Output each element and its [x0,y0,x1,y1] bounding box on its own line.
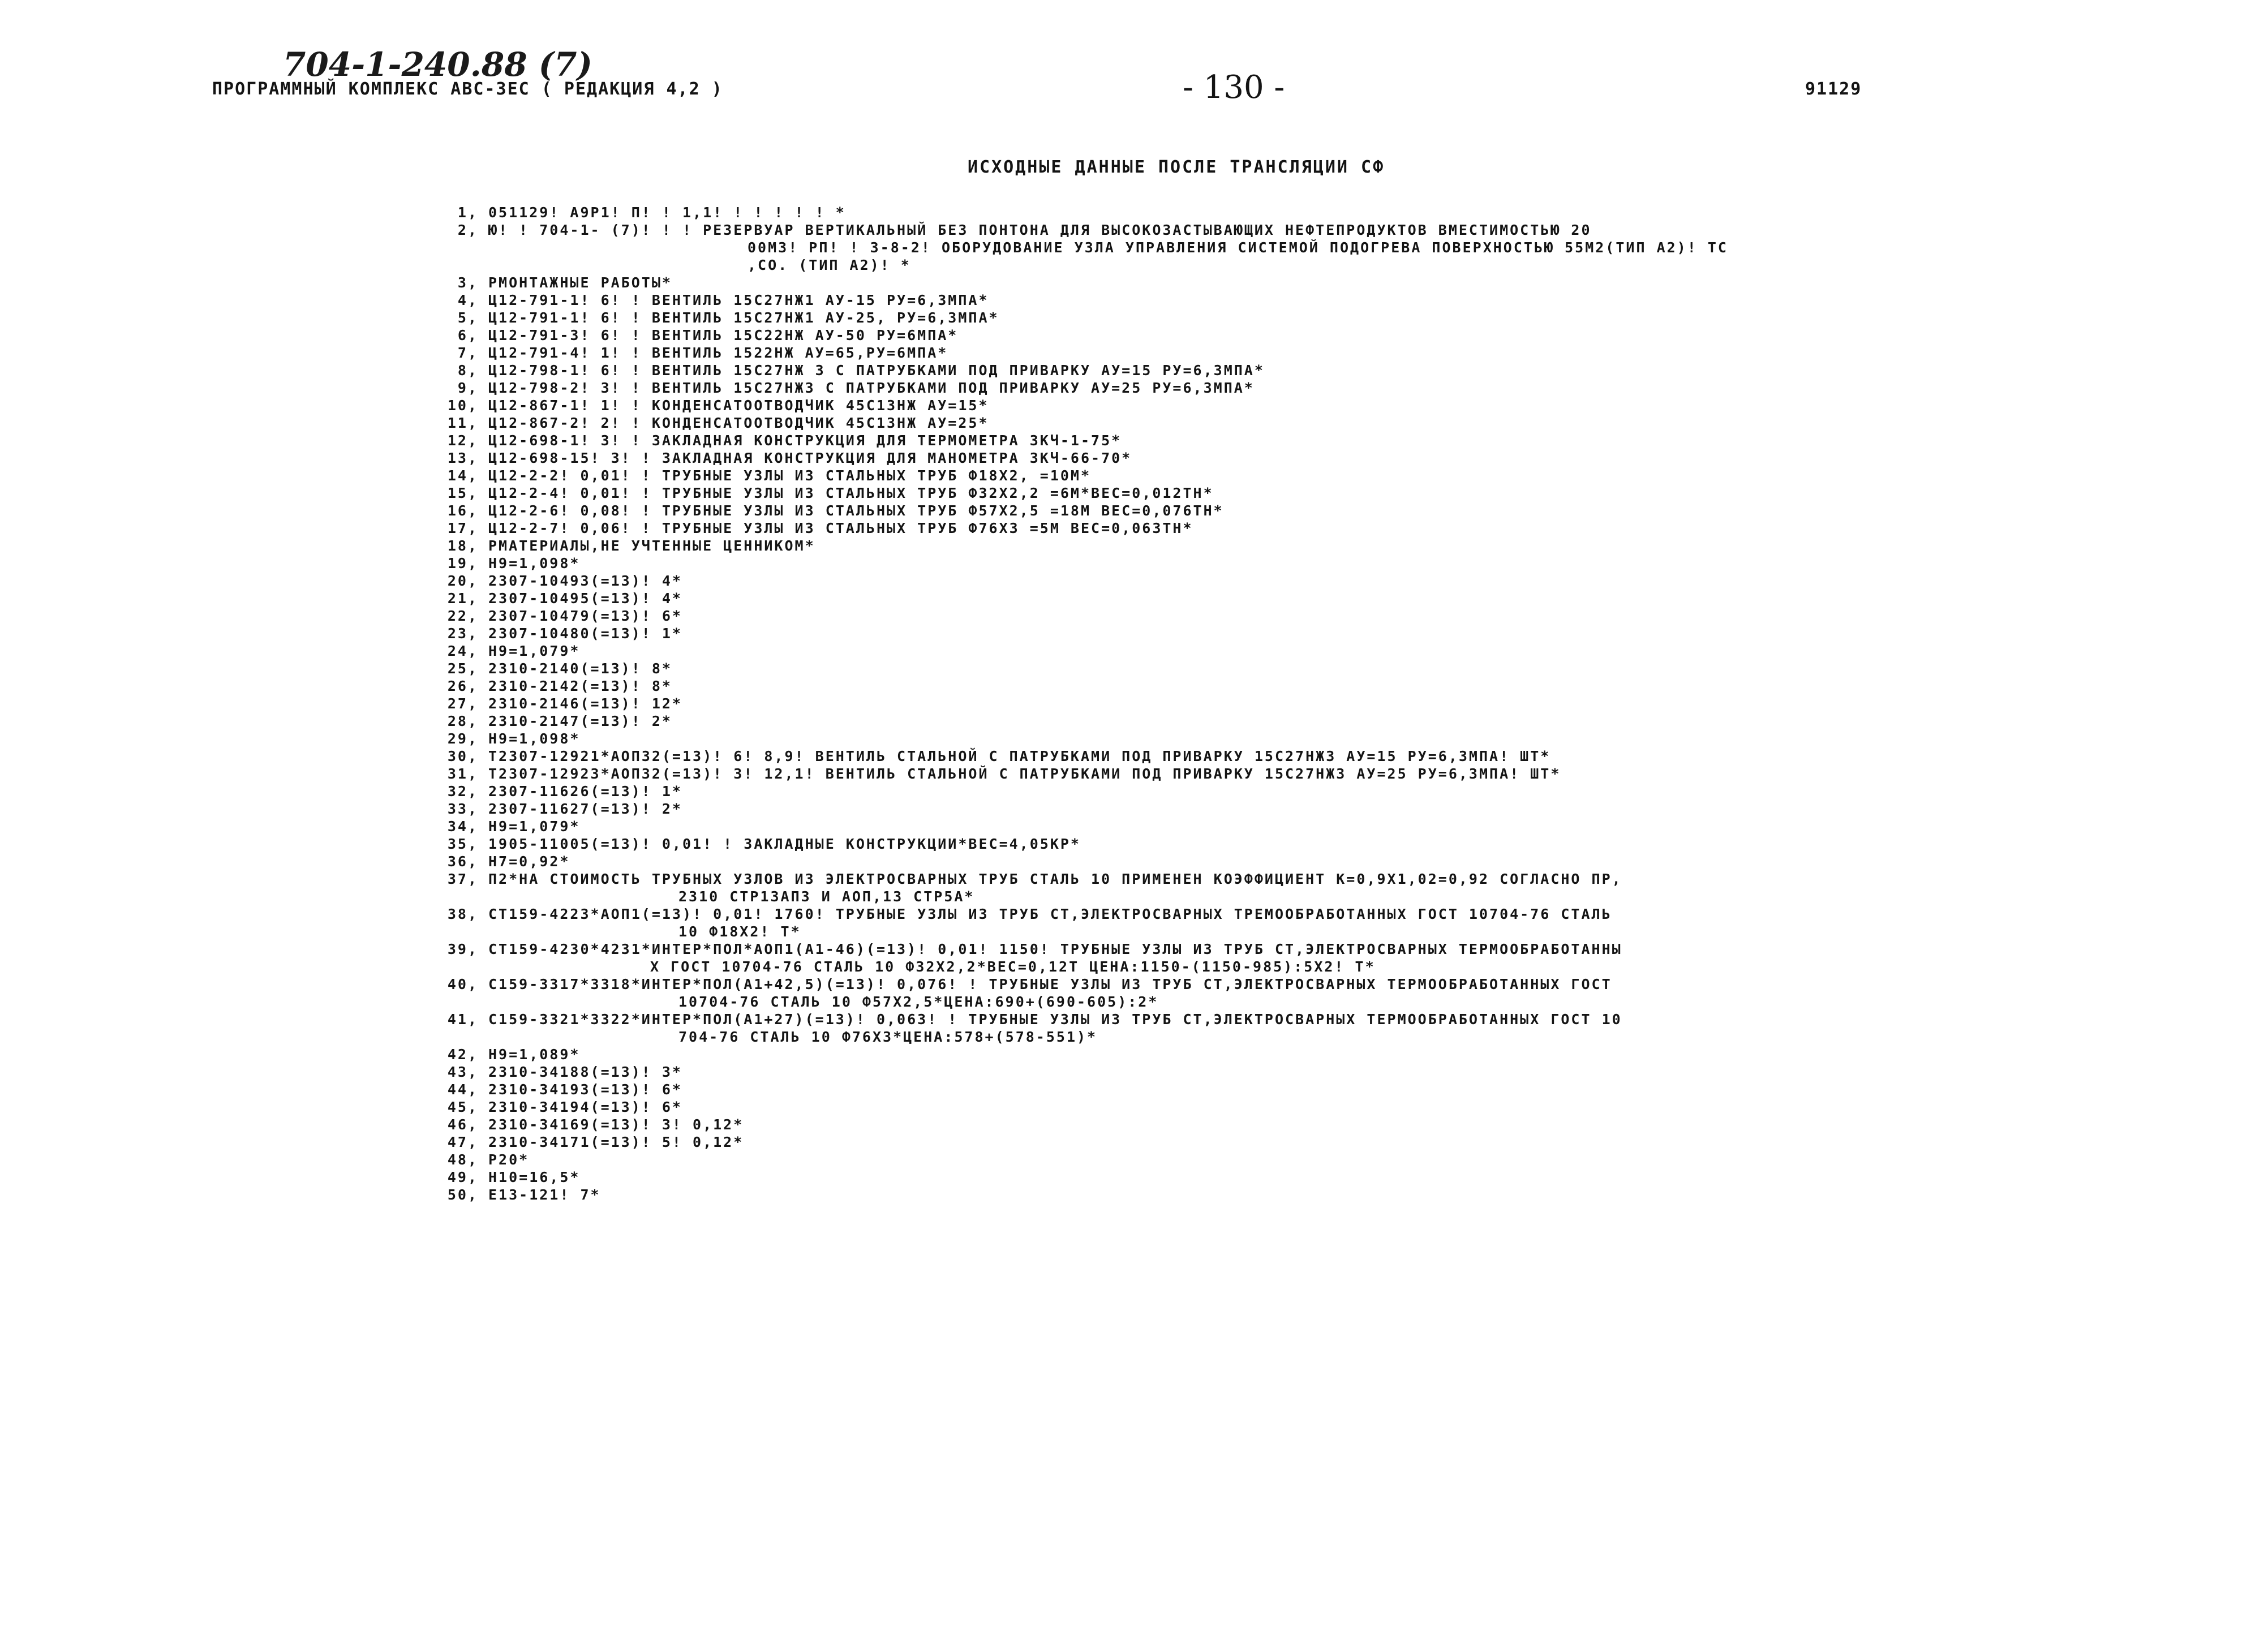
line-text: Ц12-2-7! 0,06! ! ТРУБНЫЕ УЗЛЫ ИЗ СТАЛЬНЫХ ТРУБ Ф76Х3 =5М ВЕС=0,063ТН* [488,520,1193,536]
listing-line [416,502,2249,519]
listing-line [416,765,2249,783]
line-text: 2307-11626(=13)! 1* [488,783,682,800]
listing-line [416,695,2249,712]
listing-line-continuation [416,993,2249,1011]
listing-body [416,204,2249,1204]
line-number: 2, [457,222,478,238]
line-number [416,958,478,975]
line-number: 19, [447,555,478,571]
line-text: 2307-10479(=13)! 6* [488,608,682,624]
listing-line [416,783,2249,800]
listing-line [416,800,2249,818]
line-number: 18, [447,538,478,554]
listing-line [416,204,2249,221]
listing-line [416,326,2249,344]
listing-line [416,642,2249,660]
line-number: 31, [447,766,478,782]
listing-line [416,362,2249,379]
line-number: 33, [447,801,478,817]
line-text: Ц12-867-2! 2! ! КОНДЕНСАТООТВОДЧИК 45С13НЖ АУ=25* [488,415,989,431]
line-text: ,СО. (ТИП А2)! * [748,257,911,273]
line-text: Т2307-12921*АОП32(=13)! 6! 8,9! ВЕНТИЛЬ СТАЛЬНОЙ С ПАТРУБКАМИ ПОД ПРИВАРКУ 15С27НЖ3 АУ=15 РУ=6,3МПА! ШТ* [488,748,1551,764]
listing-line [416,467,2249,484]
listing-line-continuation [416,239,2249,256]
listing-line [416,1116,2249,1133]
line-number [416,256,478,274]
line-number: 8, [457,362,478,379]
listing-line-continuation [416,256,2249,274]
line-text: 2310-34194(=13)! 6* [488,1099,682,1115]
line-text: Ц12-798-2! 3! ! ВЕНТИЛЬ 15С27НЖ3 С ПАТРУБКАМИ ПОД ПРИВАРКУ АУ=25 РУ=6,3МПА* [488,380,1255,396]
line-text: 00М3! РП! ! 3-8-2! ОБОРУДОВАНИЕ УЗЛА УПРАВЛЕНИЯ СИСТЕМОЙ ПОДОГРЕВА ПОВЕРХНОСТЬЮ 55М2(ТИП А2)! ТС [748,239,1728,256]
line-number: 6, [457,327,478,343]
line-text: СТ159-4230*4231*ИНТЕР*ПОЛ*АОП1(А1-46)(=13)! 0,01! 1150! ТРУБНЫЕ УЗЛЫ ИЗ ТРУБ СТ,ЭЛЕКТРОСВАРНЫХ ТЕРМООБРАБОТАННЫ [488,941,1622,957]
listing-line [416,730,2249,747]
listing-line [416,432,2249,449]
line-text: Н7=0,92* [488,853,570,870]
line-text: С159-3317*3318*ИНТЕР*ПОЛ(А1+42,5)(=13)! 0,076! ! ТРУБНЫЕ УЗЛЫ ИЗ ТРУБ СТ,ЭЛЕКТРОСВАРНЫХ ТЕРМООБРАБОТАННЫХ ГОСТ [488,976,1612,992]
line-number: 50, [447,1187,478,1203]
line-number: 14, [447,467,478,484]
listing-line [416,1168,2249,1186]
line-number: 38, [447,906,478,922]
line-text: Ц12-2-6! 0,08! ! ТРУБНЫЕ УЗЛЫ ИЗ СТАЛЬНЫХ ТРУБ Ф57Х2,5 =18М ВЕС=0,076ТН* [488,502,1224,519]
handwritten-doc-code: 704-1-240.88 (7) [283,45,592,84]
line-text: 10 Ф18Х2! Т* [678,923,801,940]
listing-line-continuation [416,1028,2249,1046]
listing-line-continuation [416,923,2249,940]
line-text: Ц12-698-1! 3! ! ЗАКЛАДНАЯ КОНСТРУКЦИЯ ДЛЯ ТЕРМОМЕТРА ЗКЧ-1-75* [488,432,1122,449]
line-text: 2310-34188(=13)! 3* [488,1064,682,1080]
listing-line [416,484,2249,502]
listing-line [416,344,2249,362]
listing-line [416,1046,2249,1063]
line-text: 1905-11005(=13)! 0,01! ! ЗАКЛАДНЫЕ КОНСТРУКЦИИ*ВЕС=4,05КР* [488,836,1081,852]
line-text: 2307-10495(=13)! 4* [488,590,682,607]
line-number: 26, [447,678,478,694]
line-number: 13, [447,450,478,466]
line-number: 34, [447,818,478,835]
line-number: 29, [447,730,478,747]
line-text: РМАТЕРИАЛЫ,НЕ УЧТЕННЫЕ ЦЕННИКОМ* [488,538,815,554]
line-text: Ц12-791-1! 6! ! ВЕНТИЛЬ 15С27НЖ1 АУ-15 РУ=6,3МПА* [488,292,989,308]
line-number: 9, [457,380,478,396]
listing-line [416,449,2249,467]
line-text: 2310-34169(=13)! 3! 0,12* [488,1116,744,1133]
line-text: Ц12-867-1! 1! ! КОНДЕНСАТООТВОДЧИК 45С13НЖ АУ=15* [488,397,989,414]
listing-line [416,975,2249,993]
line-text: 2310-34171(=13)! 5! 0,12* [488,1134,744,1150]
line-number: 41, [447,1011,478,1028]
line-text: 2310-2142(=13)! 8* [488,678,672,694]
line-number: 1, [457,204,478,221]
line-number: 5, [457,310,478,326]
line-text: Ц12-698-15! 3! ! ЗАКЛАДНАЯ КОНСТРУКЦИЯ ДЛЯ МАНОМЕТРА ЗКЧ-66-70* [488,450,1132,466]
line-number [416,1028,478,1046]
listing-line [416,555,2249,572]
listing-line [416,519,2249,537]
line-number [416,888,478,905]
line-number: 46, [447,1116,478,1133]
line-text: Е13-121! 7* [488,1187,601,1203]
line-number: 32, [447,783,478,800]
line-text: Ц12-798-1! 6! ! ВЕНТИЛЬ 15С27НЖ 3 С ПАТРУБКАМИ ПОД ПРИВАРКУ АУ=15 РУ=6,3МПА* [488,362,1265,379]
line-text: Ц12-791-1! 6! ! ВЕНТИЛЬ 15С27НЖ1 АУ-25, РУ=6,3МПА* [488,310,999,326]
line-text: 2307-10480(=13)! 1* [488,625,682,642]
line-number: 40, [447,976,478,992]
program-label: ПРОГРАММНЫЙ КОМПЛЕКС АВС-3ЕС ( РЕДАКЦИЯ 4,2 ) [212,79,723,99]
line-number: 12, [447,432,478,449]
line-text: Н9=1,079* [488,818,581,835]
listing-title: ИСХОДНЫЕ ДАННЫЕ ПОСЛЕ ТРАНСЛЯЦИИ СФ [968,157,1385,177]
line-number: 36, [447,853,478,870]
listing-line [416,1081,2249,1098]
listing-line [416,1011,2249,1028]
line-text: СТ159-4223*АОП1(=13)! 0,01! 1760! ТРУБНЫЕ УЗЛЫ ИЗ ТРУБ СТ,ЭЛЕКТРОСВАРНЫХ ТРЕМООБРАБОТАННЫХ ГОСТ 10704-76 СТАЛЬ [488,906,1612,922]
listing-line [416,274,2249,291]
listing-line [416,1133,2249,1151]
listing-line [416,414,2249,432]
line-number: 22, [447,608,478,624]
line-number: 11, [447,415,478,431]
listing-line [416,835,2249,853]
line-text: Р20* [488,1151,530,1168]
line-text: Ц12-791-3! 6! ! ВЕНТИЛЬ 15С22НЖ АУ-50 РУ=6МПА* [488,327,959,343]
line-number [416,239,478,256]
line-number: 39, [447,941,478,957]
line-text: Ц12-791-4! 1! ! ВЕНТИЛЬ 1522НЖ АУ=65,РУ=6МПА* [488,345,948,361]
line-text: Х ГОСТ 10704-76 СТАЛЬ 10 Ф32Х2,2*ВЕС=0,12Т ЦЕНА:1150-(1150-985):5Х2! Т* [650,959,1376,975]
listing-line [416,660,2249,677]
line-text: 2310-2140(=13)! 8* [488,660,672,677]
line-text: 051129! А9Р1! П! ! 1,1! ! ! ! ! ! * [488,204,846,221]
listing-line-continuation [416,888,2249,905]
line-number: 27, [447,695,478,712]
line-number: 45, [447,1099,478,1115]
line-text: 2310-2147(=13)! 2* [488,713,672,729]
line-number: 17, [447,520,478,536]
line-number: 3, [457,274,478,291]
line-number: 16, [447,502,478,519]
listing-line [416,379,2249,397]
line-number: 23, [447,625,478,642]
listing-line-continuation [416,958,2249,975]
line-number: 37, [447,871,478,887]
line-number [416,993,478,1011]
line-number: 28, [447,713,478,729]
line-text: 2310-34193(=13)! 6* [488,1081,682,1098]
line-text: Н9=1,098* [488,555,581,571]
line-number: 21, [447,590,478,607]
listing-line [416,1098,2249,1116]
line-text: Ю! ! 704-1- (7)! ! ! РЕЗЕРВУАР ВЕРТИКАЛЬНЫЙ БЕЗ ПОНТОНА ДЛЯ ВЫСОКОЗАСТЫВАЮЩИХ НЕФТЕПРОДУКТОВ ВМЕСТИМОСТЬЮ 20 [488,222,1592,238]
line-text: С159-3321*3322*ИНТЕР*ПОЛ(А1+27)(=13)! 0,063! ! ТРУБНЫЕ УЗЛЫ ИЗ ТРУБ СТ,ЭЛЕКТРОСВАРНЫХ ТЕРМООБРАБОТАННЫХ ГОСТ 10 [488,1011,1622,1028]
listing-line [416,625,2249,642]
listing-line [416,940,2249,958]
line-number [416,923,478,940]
line-number: 35, [447,836,478,852]
page-number: - 130 - [1183,69,1285,106]
listing-line [416,747,2249,765]
line-text: Ц12-2-2! 0,01! ! ТРУБНЫЕ УЗЛЫ ИЗ СТАЛЬНЫХ ТРУБ Ф18Х2, =10М* [488,467,1092,484]
line-number: 49, [447,1169,478,1185]
line-number: 10, [447,397,478,414]
listing-line [416,1063,2249,1081]
line-text: РМОНТАЖНЫЕ РАБОТЫ* [488,274,672,291]
line-number: 44, [447,1081,478,1098]
listing-line [416,607,2249,625]
line-text: Н9=1,079* [488,643,581,659]
listing-line [416,397,2249,414]
line-number: 7, [457,345,478,361]
doc-code: 91129 [1805,79,1862,99]
listing-line [416,818,2249,835]
line-number: 4, [457,292,478,308]
listing-line [416,537,2249,555]
listing-line [416,905,2249,923]
listing-line [416,1186,2249,1204]
listing-line [416,677,2249,695]
listing-line [416,712,2249,730]
line-number: 43, [447,1064,478,1080]
line-text: 704-76 СТАЛЬ 10 Ф76Х3*ЦЕНА:578+(578-551)* [678,1029,1098,1045]
line-number: 20, [447,573,478,589]
line-text: П2*НА СТОИМОСТЬ ТРУБНЫХ УЗЛОВ ИЗ ЭЛЕКТРОСВАРНЫХ ТРУБ СТАЛЬ 10 ПРИМЕНЕН КОЭФФИЦИЕНТ К=0,9Х1,02=0,92 СОГЛАСНО ПР, [488,871,1622,887]
line-number: 47, [447,1134,478,1150]
listing-line [416,221,2249,239]
line-text: Н9=1,098* [488,730,581,747]
line-text: 2307-11627(=13)! 2* [488,801,682,817]
listing-line [416,870,2249,888]
line-number: 24, [447,643,478,659]
listing-line [416,291,2249,309]
line-text: Н10=16,5* [488,1169,581,1185]
line-number: 15, [447,485,478,501]
line-text: Ц12-2-4! 0,01! ! ТРУБНЫЕ УЗЛЫ ИЗ СТАЛЬНЫХ ТРУБ Ф32Х2,2 =6М*ВЕС=0,012ТН* [488,485,1214,501]
line-number: 48, [447,1151,478,1168]
line-number: 25, [447,660,478,677]
line-number: 30, [447,748,478,764]
line-text: 2307-10493(=13)! 4* [488,573,682,589]
line-number: 42, [447,1046,478,1063]
listing-line [416,853,2249,870]
line-text: Н9=1,089* [488,1046,581,1063]
line-text: 2310 СТР13АП3 И АОП,13 СТР5А* [678,888,975,905]
listing-line [416,309,2249,326]
line-text: 10704-76 СТАЛЬ 10 Ф57Х2,5*ЦЕНА:690+(690-605):2* [678,994,1159,1010]
line-text: 2310-2146(=13)! 12* [488,695,682,712]
line-text: Т2307-12923*АОП32(=13)! 3! 12,1! ВЕНТИЛЬ СТАЛЬНОЙ С ПАТРУБКАМИ ПОД ПРИВАРКУ 15С27НЖ3 АУ=25 РУ=6,3МПА! ШТ* [488,766,1561,782]
listing-line [416,572,2249,590]
listing-line [416,1151,2249,1168]
listing-line [416,590,2249,607]
